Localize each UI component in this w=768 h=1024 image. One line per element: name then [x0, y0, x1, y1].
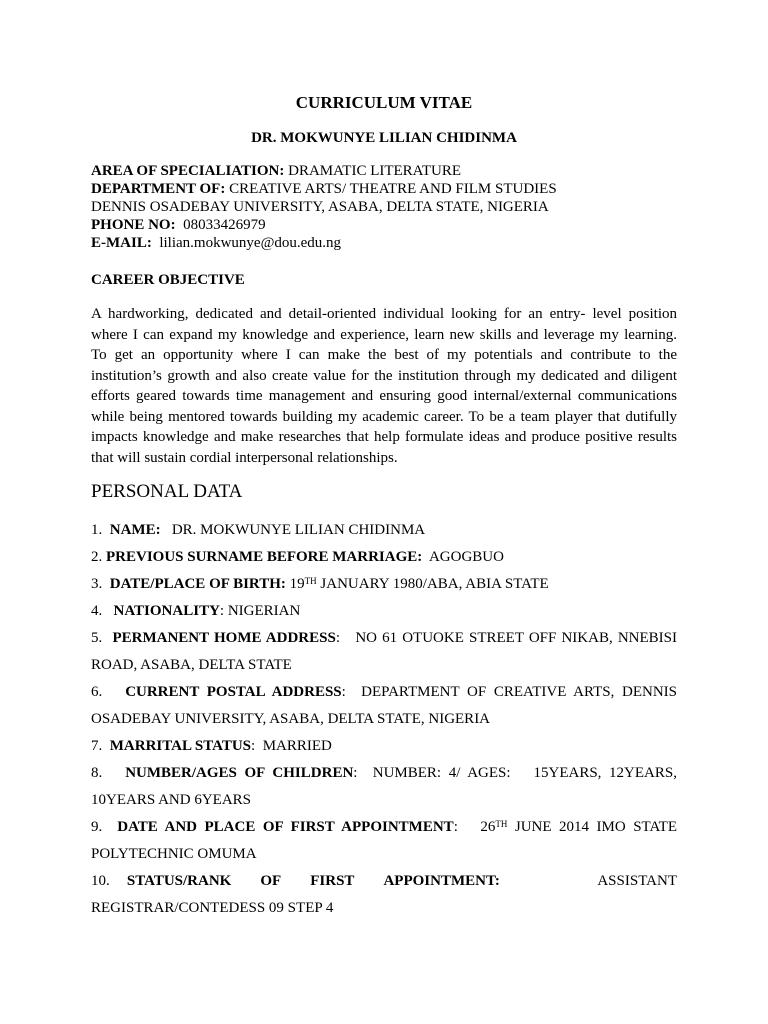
item-value: JANUARY 1980/ABA, ABIA STATE	[316, 576, 549, 592]
email-label: E-MAIL:	[91, 235, 152, 251]
email-value: lilian.mokwunye@dou.edu.ng	[151, 235, 342, 251]
candidate-name: DR. MOKWUNYE LILIAN CHIDINMA	[251, 130, 517, 146]
item-label: DATE AND PLACE OF FIRST APPOINTMENT	[117, 819, 454, 835]
label-word: STATUS/RANK	[126, 873, 232, 889]
item-label: DATE/PLACE OF BIRTH:	[109, 576, 286, 592]
item-number: 6.	[91, 684, 126, 700]
item-number: 10.	[91, 873, 110, 889]
item-number: 8.	[91, 765, 126, 781]
item-value: ASSISTANT	[597, 873, 677, 889]
item-value: : NIGERIAN	[219, 603, 301, 619]
career-objective-paragraph	[91, 304, 677, 468]
item-label: CURRENT POSTAL ADDRESS	[125, 684, 342, 700]
phone-line	[91, 216, 677, 234]
ordinal-suffix: TH	[304, 576, 317, 586]
item-value: : NO 61 OTUOKE STREET OFF NIKAB, NNEBISI	[335, 630, 677, 646]
list-item	[91, 814, 677, 868]
item-label: NUMBER/AGES OF CHILDREN	[125, 765, 354, 781]
phone-label: PHONE NO:	[91, 217, 176, 233]
item-label	[127, 868, 500, 895]
objective-line: while being mentored towards building my academic career. To be a team player that dutifully	[91, 408, 677, 425]
item-value: : 26	[453, 819, 496, 835]
document-title: CURRICULUM VITAE	[295, 93, 473, 112]
list-item	[91, 868, 677, 922]
label-word: OF	[260, 873, 282, 889]
list-item	[91, 679, 677, 733]
list-item	[91, 598, 677, 625]
department-label: DEPARTMENT OF:	[91, 181, 226, 197]
item-label: PERMANENT HOME ADDRESS	[112, 630, 336, 646]
specialization-value: DRAMATIC LITERATURE	[284, 163, 462, 179]
ordinal-suffix: TH	[495, 819, 508, 829]
phone-value: 08033426979	[175, 217, 266, 233]
item-first-row	[91, 868, 677, 895]
label-word: APPOINTMENT:	[383, 873, 500, 889]
career-objective-heading: CAREER OBJECTIVE	[91, 272, 245, 288]
item-value-continued: POLYTECHNIC OMUMA	[91, 846, 257, 862]
item-number: 4.	[91, 603, 114, 619]
list-item	[91, 760, 677, 814]
department-line	[91, 180, 677, 198]
objective-line: institution’s growth and also create value for the institution through my dedicated and diligent	[91, 367, 677, 384]
department-value: CREATIVE ARTS/ THEATRE AND FILM STUDIES	[225, 181, 557, 197]
specialization-line	[91, 162, 677, 180]
email-line	[91, 234, 677, 252]
item-number: 5.	[91, 630, 113, 646]
item-value: : NUMBER: 4/ AGES: 15YEARS, 12YEARS,	[353, 765, 677, 781]
objective-line: efforts geared towards time management and ensuring good internal/external communications	[91, 388, 677, 404]
item-label: MARRITAL STATUS	[109, 738, 252, 754]
item-number: 2.	[91, 549, 106, 565]
item-number: 7.	[91, 738, 110, 754]
objective-line: that will sustain cordial interpersonal relationships.	[91, 449, 398, 466]
objective-line: To get an opportunity where I can make the best of my potentials and contribute to the	[91, 347, 677, 363]
item-value: JUNE 2014 IMO STATE	[507, 819, 677, 835]
item-value: : DEPARTMENT OF CREATIVE ARTS, DENNIS	[341, 684, 678, 700]
item-value-continued: OSADEBAY UNIVERSITY, ASABA, DELTA STATE, NIGERIA	[91, 711, 491, 727]
item-number: 3.	[91, 576, 110, 592]
list-item	[91, 544, 677, 571]
list-item	[91, 733, 677, 760]
objective-line: impacts knowledge and make researches that help formulate ideas and produce positive results	[91, 429, 677, 445]
item-value-continued: ROAD, ASABA, DELTA STATE	[91, 657, 292, 673]
item-value: : MARRIED	[251, 738, 332, 754]
item-label: NAME:	[109, 522, 161, 538]
objective-line: A hardworking, dedicated and detail-oriented individual looking for an entry- level position	[91, 306, 677, 322]
objective-line: where I can expand my knowledge and experience, learn new skills and leverage my learning.	[91, 326, 677, 343]
item-number: 1.	[91, 522, 110, 538]
item-label: PREVIOUS SURNAME BEFORE MARRIAGE:	[106, 549, 423, 565]
list-item	[91, 625, 677, 679]
item-value: AGOGBUO	[422, 549, 504, 565]
personal-data-list	[91, 517, 677, 922]
list-item	[91, 517, 677, 544]
item-value: 19	[285, 576, 305, 592]
item-value-continued: REGISTRAR/CONTEDESS 09 STEP 4	[91, 900, 334, 916]
contact-info	[91, 162, 677, 252]
personal-data-heading: PERSONAL DATA	[91, 481, 243, 502]
university-line: DENNIS OSADEBAY UNIVERSITY, ASABA, DELTA STATE, NIGERIA	[91, 199, 549, 215]
item-number: 9.	[91, 819, 118, 835]
item-value-continued: 10YEARS AND 6YEARS	[91, 792, 252, 808]
list-item	[91, 571, 677, 598]
item-value: DR. MOKWUNYE LILIAN CHIDINMA	[160, 522, 426, 538]
item-label: NATIONALITY	[113, 603, 220, 619]
label-word: FIRST	[310, 873, 355, 889]
specialization-label: AREA OF SPECIALIATION:	[91, 163, 285, 179]
